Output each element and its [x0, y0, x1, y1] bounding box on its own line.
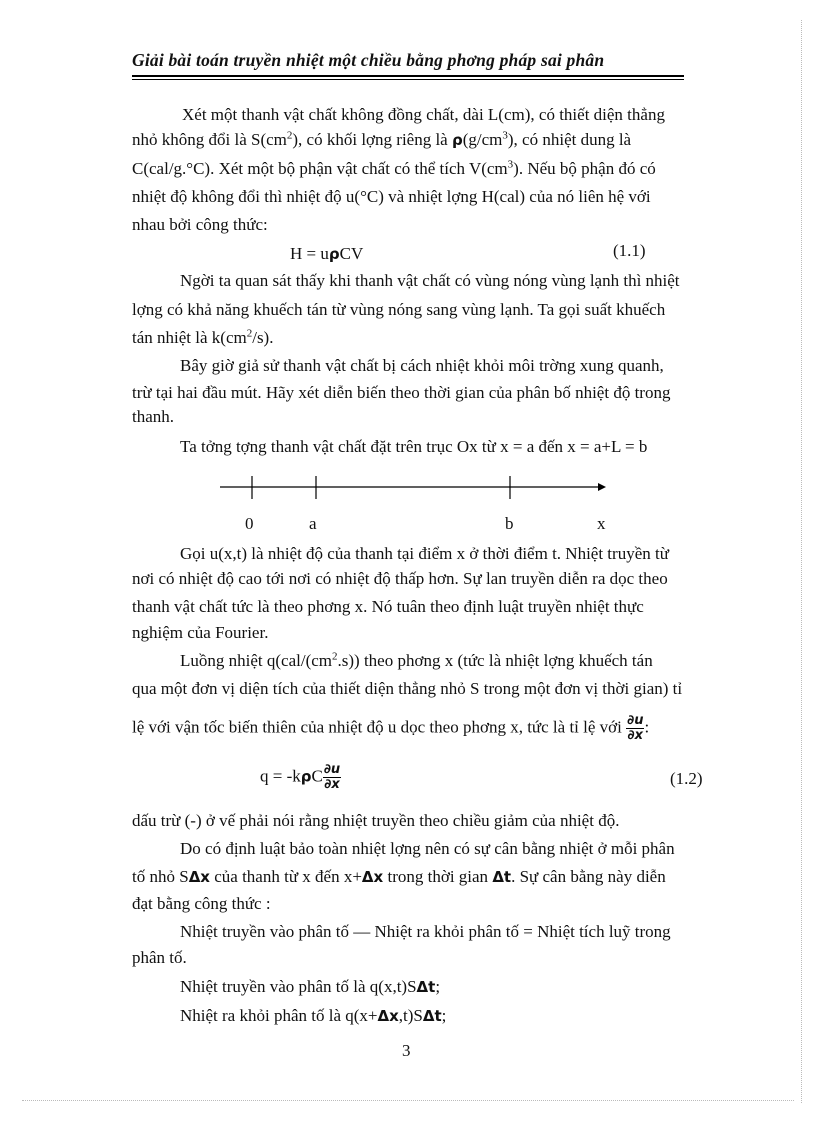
- equation-1-2-number: (1.2): [670, 769, 703, 788]
- para9-line2: phân tố.: [132, 948, 187, 967]
- axis-label-b: b: [505, 514, 514, 533]
- para6-line3: lệ với vận tốc biến thiên của nhiệt độ u dọc theo phơng x, tức là tỉ lệ với $\frac{\partial u}{\partial x}$ :: [132, 713, 650, 743]
- para10-line1: Nhiệt truyền vào phân tố là q(x,t)SΔt;: [180, 977, 441, 996]
- para3-line3: thanh.: [132, 407, 175, 426]
- para3-line2: trừ tại hai đầu mút. Hãy xét diễn biến theo thời gian của phân bố nhiệt độ trong: [132, 383, 671, 402]
- equation-1-1-number: (1.1): [613, 241, 646, 260]
- para2-line3: tán nhiệt là $k(cm^2/s)$.: [132, 327, 274, 347]
- delta-x-symbol: Δx: [188, 868, 210, 886]
- para5-line4: nghiệm của Fourier.: [132, 623, 269, 642]
- para1-line1: Xét một thanh vật chất không đồng chất, dài L(cm), có thiết diện thẳng: [182, 105, 665, 124]
- para2-line1: Ngời ta quan sát thấy khi thanh vật chất có vùng nóng vùng lạnh thì nhiệt: [180, 271, 680, 290]
- header-rule-thin: [132, 79, 684, 80]
- para1-line4: nhiệt độ không đổi thì nhiệt độ u(°C) và nhiệt lợng H(cal) của nó liên hệ với: [132, 187, 651, 206]
- para8-line2: tố nhỏ SΔx của thanh từ x đến x+Δx trong thời gian Δt. Sự cân bằng này diễn: [132, 867, 666, 886]
- para1-line2: nhỏ không đổi là $S(cm^2)$, có khối lợng riêng là $\rho(g/cm^3)$, có nhiệt dung là: [132, 129, 632, 149]
- para2-line2: lợng có khả năng khuếch tán từ vùng nóng sang vùng lạnh. Ta gọi suất khuếch: [132, 300, 666, 319]
- axis-label-0: 0: [245, 514, 254, 533]
- para8-line1: Do có định luật bảo toàn nhiệt lợng nên có sự cân bằng nhiệt ở mỗi phân: [180, 839, 675, 858]
- para6-line1: Luồng nhiệt $q(cal/(cm^2.s))$ theo phơng x (tức là nhiệt lợng khuếch tán: [180, 650, 653, 670]
- equation-1-1: H = uρCV: [290, 244, 364, 263]
- para5-line3: thanh vật chất tức là theo phơng x. Nó tuân theo định luật truyền nhiệt thực: [132, 597, 644, 616]
- equation-1-2: q = -kρC $\frac{\partial u}{\partial x}$: [260, 762, 341, 792]
- rho-symbol: ρ: [451, 131, 463, 149]
- para8-line3: đạt bằng công thức :: [132, 894, 271, 913]
- para4-line1: Ta tởng tợng thanh vật chất đặt trên trục Ox từ x = a đến x = a+L = b: [180, 437, 648, 456]
- para1-line3: C(cal/g.°C). Xét một bộ phận vật chất có thể tích $V(cm^3)$. Nếu bộ phận đó có: [132, 158, 656, 178]
- axis-label-x: x: [597, 514, 606, 533]
- para11-line1: Nhiệt ra khỏi phân tố là q(x+Δx,t)SΔt;: [180, 1006, 447, 1025]
- axis-arrowhead: [598, 483, 606, 491]
- ox-axis-diagram: [0, 470, 816, 510]
- equation-1-2-fraction: $\frac{\partial u}{\partial x}$: [323, 762, 341, 792]
- page-header-title: Giải bài toán truyền nhiệt một chiều bằng phơng pháp sai phân: [132, 50, 605, 70]
- partial-u-over-x-fraction: $\frac{\partial u}{\partial x}$: [627, 713, 644, 743]
- axis-label-a: a: [309, 514, 317, 533]
- page-number: 3: [402, 1041, 411, 1060]
- para5-line1: Gọi u(x,t) là nhiệt độ của thanh tại điểm x ở thời điểm t. Nhiệt truyền từ: [180, 544, 669, 563]
- para3-line1: Bây giờ giả sử thanh vật chất bị cách nhiệt khỏi môi trờng xung quanh,: [180, 356, 664, 375]
- para6-line2: qua một đơn vị diện tích của thiết diện thẳng nhỏ S trong một đơn vị thời gian) tỉ: [132, 679, 683, 698]
- para5-line2: nơi có nhiệt độ cao tới nơi có nhiệt độ thấp hơn. Sự lan truyền diễn ra dọc theo: [132, 569, 668, 588]
- header-rule-thick: [132, 75, 684, 77]
- page-border-bottom: [22, 1100, 794, 1101]
- para7-line1: dấu trừ (-) ở vế phải nói rằng nhiệt truyền theo chiều giảm của nhiệt độ.: [132, 811, 620, 830]
- para9-line1: Nhiệt truyền vào phân tố — Nhiệt ra khỏi phân tố = Nhiệt tích luỹ trong: [180, 922, 671, 941]
- delta-t-symbol: Δt: [492, 868, 512, 886]
- para1-line5: nhau bởi công thức:: [132, 215, 268, 234]
- page-border-right: [801, 20, 802, 1103]
